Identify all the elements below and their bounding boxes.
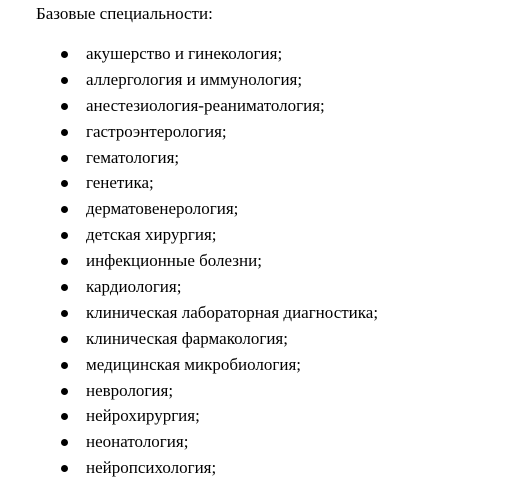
list-item-text: кардиология;: [86, 277, 182, 297]
bullet-icon: [61, 310, 68, 317]
bullet-icon: [61, 180, 68, 187]
list-item-text: генетика;: [86, 173, 154, 193]
bullet-icon: [61, 284, 68, 291]
bullet-icon: [61, 362, 68, 369]
bullet-icon: [61, 129, 68, 136]
list-item-text: неонатология;: [86, 432, 189, 452]
list-item-text: дерматовенерология;: [86, 199, 239, 219]
list-item-text: гематология;: [86, 147, 180, 167]
bullet-icon: [61, 258, 68, 265]
bullet-icon: [61, 155, 68, 162]
bullet-icon: [61, 336, 68, 343]
list-item-text: неврология;: [86, 380, 174, 400]
list-item-text: анестезиология-реаниматология;: [86, 95, 325, 115]
bullet-icon: [61, 206, 68, 213]
bullet-icon: [61, 465, 68, 472]
list-item-text: аллергология и иммунология;: [86, 69, 303, 89]
list-item-text: медицинская микробиология;: [86, 354, 302, 374]
list-item-text: гастроэнтерология;: [86, 121, 227, 141]
bullet-icon: [61, 51, 68, 58]
bullet-icon: [61, 232, 68, 239]
bullet-icon: [61, 413, 68, 420]
bullet-icon: [61, 77, 68, 84]
bullet-icon: [61, 103, 68, 110]
list-item-text: нейрохирургия;: [86, 406, 200, 426]
bullet-icon: [61, 439, 68, 446]
list-item-text: клиническая лабораторная диагностика;: [86, 302, 379, 322]
bullet-icon: [61, 388, 68, 395]
list-item-text: акушерство и гинекология;: [86, 44, 283, 63]
list-heading: Базовые специальности:: [36, 4, 213, 23]
list-item-text: клиническая фармакология;: [86, 328, 288, 348]
list-item-text: инфекционные болезни;: [86, 251, 262, 271]
list-item-text: нейропсихология;: [86, 458, 217, 478]
list-item-text: детская хирургия;: [86, 225, 217, 245]
